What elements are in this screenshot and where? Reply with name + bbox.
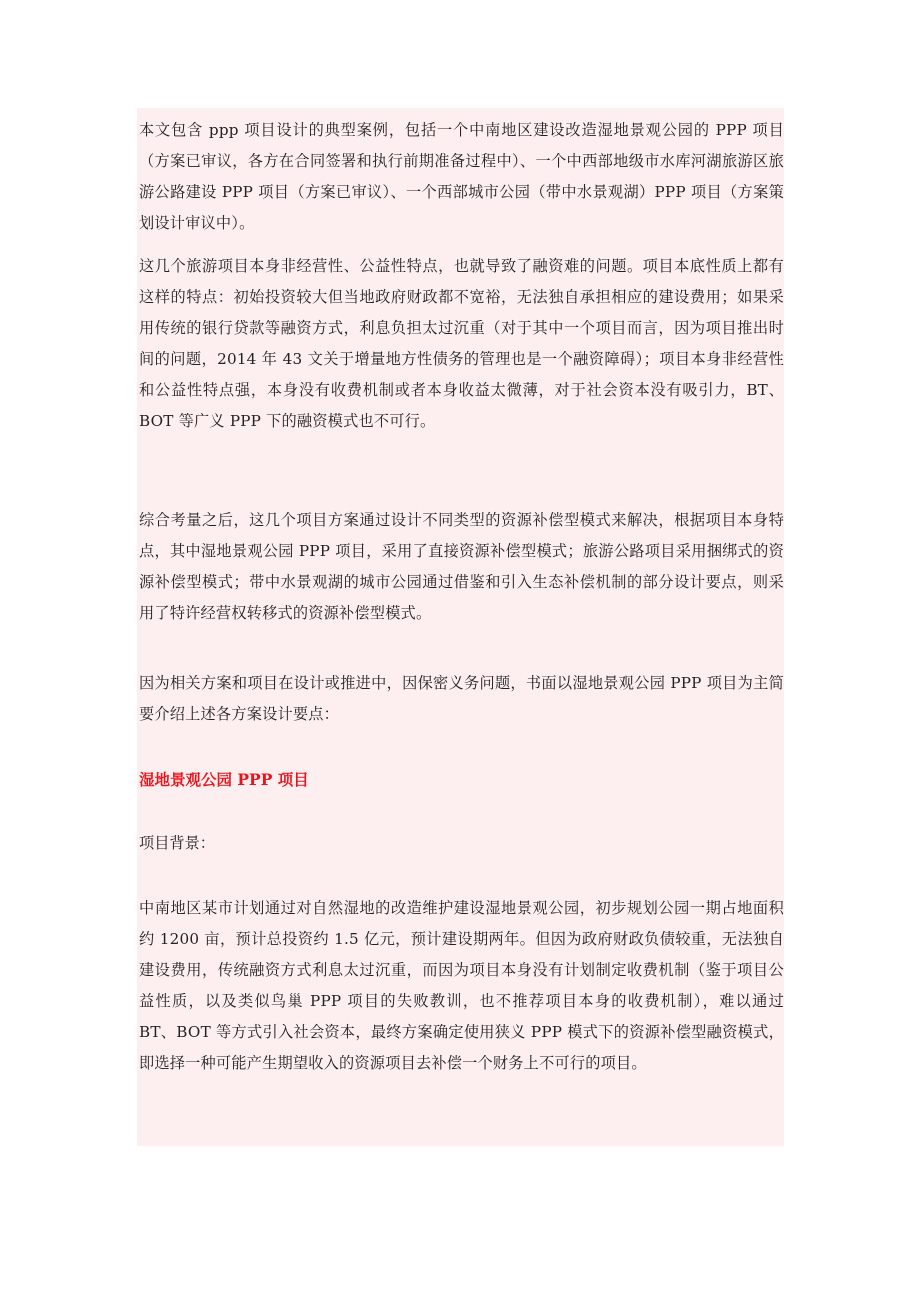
section-title: 湿地景观公园 PPP 项目 xyxy=(139,770,309,789)
background-label: 项目背景： xyxy=(139,834,215,852)
financing-issue-paragraph: 这几个旅游项目本身非经营性、公益性特点，也就导致了融资难的问题。项目本底性质上都有这样的特点：初始投资较大但当地政府财政都不宽裕，无法独自承担相应的建设费用；如果采用传统的银行贷款等融资方式，利息负担太过沉重（对于其中一个项目而言，因为项目推出时间的问题，2014 年 43 文关于增量地方性债务的管理也是一个融资障碍）；项目本身非经营性和公益性特点强，本身没有收费机制或者本身收益太微薄，对于社会资本没有吸引力，BT、BOT 等广义 PPP 下的融资模式也不可行。 xyxy=(139,257,784,430)
intro-paragraph: 本文包含 ppp 项目设计的典型案例，包括一个中南地区建设改造湿地景观公园的 PPP 项目（方案已审议，各方在合同签署和执行前期准备过程中）、一个中西部地级市水库河湖旅游区旅游公路建设 PPP 项目（方案已审议）、一个西部城市公园（带中水景观湖）PPP 项目（方案策划设计审议中）。 xyxy=(139,121,784,232)
confidentiality-paragraph: 因为相关方案和项目在设计或推进中，因保密义务问题，书面以湿地景观公园 PPP 项目为主简要介绍上述各方案设计要点： xyxy=(139,674,784,723)
solution-paragraph: 综合考量之后，这几个项目方案通过设计不同类型的资源补偿型模式来解决，根据项目本身特点，其中湿地景观公园 PPP 项目，采用了直接资源补偿型模式；旅游公路项目采用捆绑式的资源补偿型模式；带中水景观湖的城市公园通过借鉴和引入生态补偿机制的部分设计要点，则采用了特许经营权转移式的资源补偿型模式。 xyxy=(139,511,784,622)
background-paragraph: 中南地区某市计划通过对自然湿地的改造维护建设湿地景观公园，初步规划公园一期占地面积约 1200 亩，预计总投资约 1.5 亿元，预计建设期两年。但因为政府财政负债较重，无法独自建设费用，传统融资方式利息太过沉重，而因为项目本身没有计划制定收费机制（鉴于项目公益性质，以及类似鸟巢 PPP 项目的失败教训，也不推荐项目本身的收费机制），难以通过 BT、BOT 等方式引入社会资本，最终方案确定使用狭义 PPP 模式下的资源补偿型融资模式，即选择一种可能产生期望收入的资源项目去补偿一个财务上不可行的项目。 xyxy=(139,899,784,1072)
